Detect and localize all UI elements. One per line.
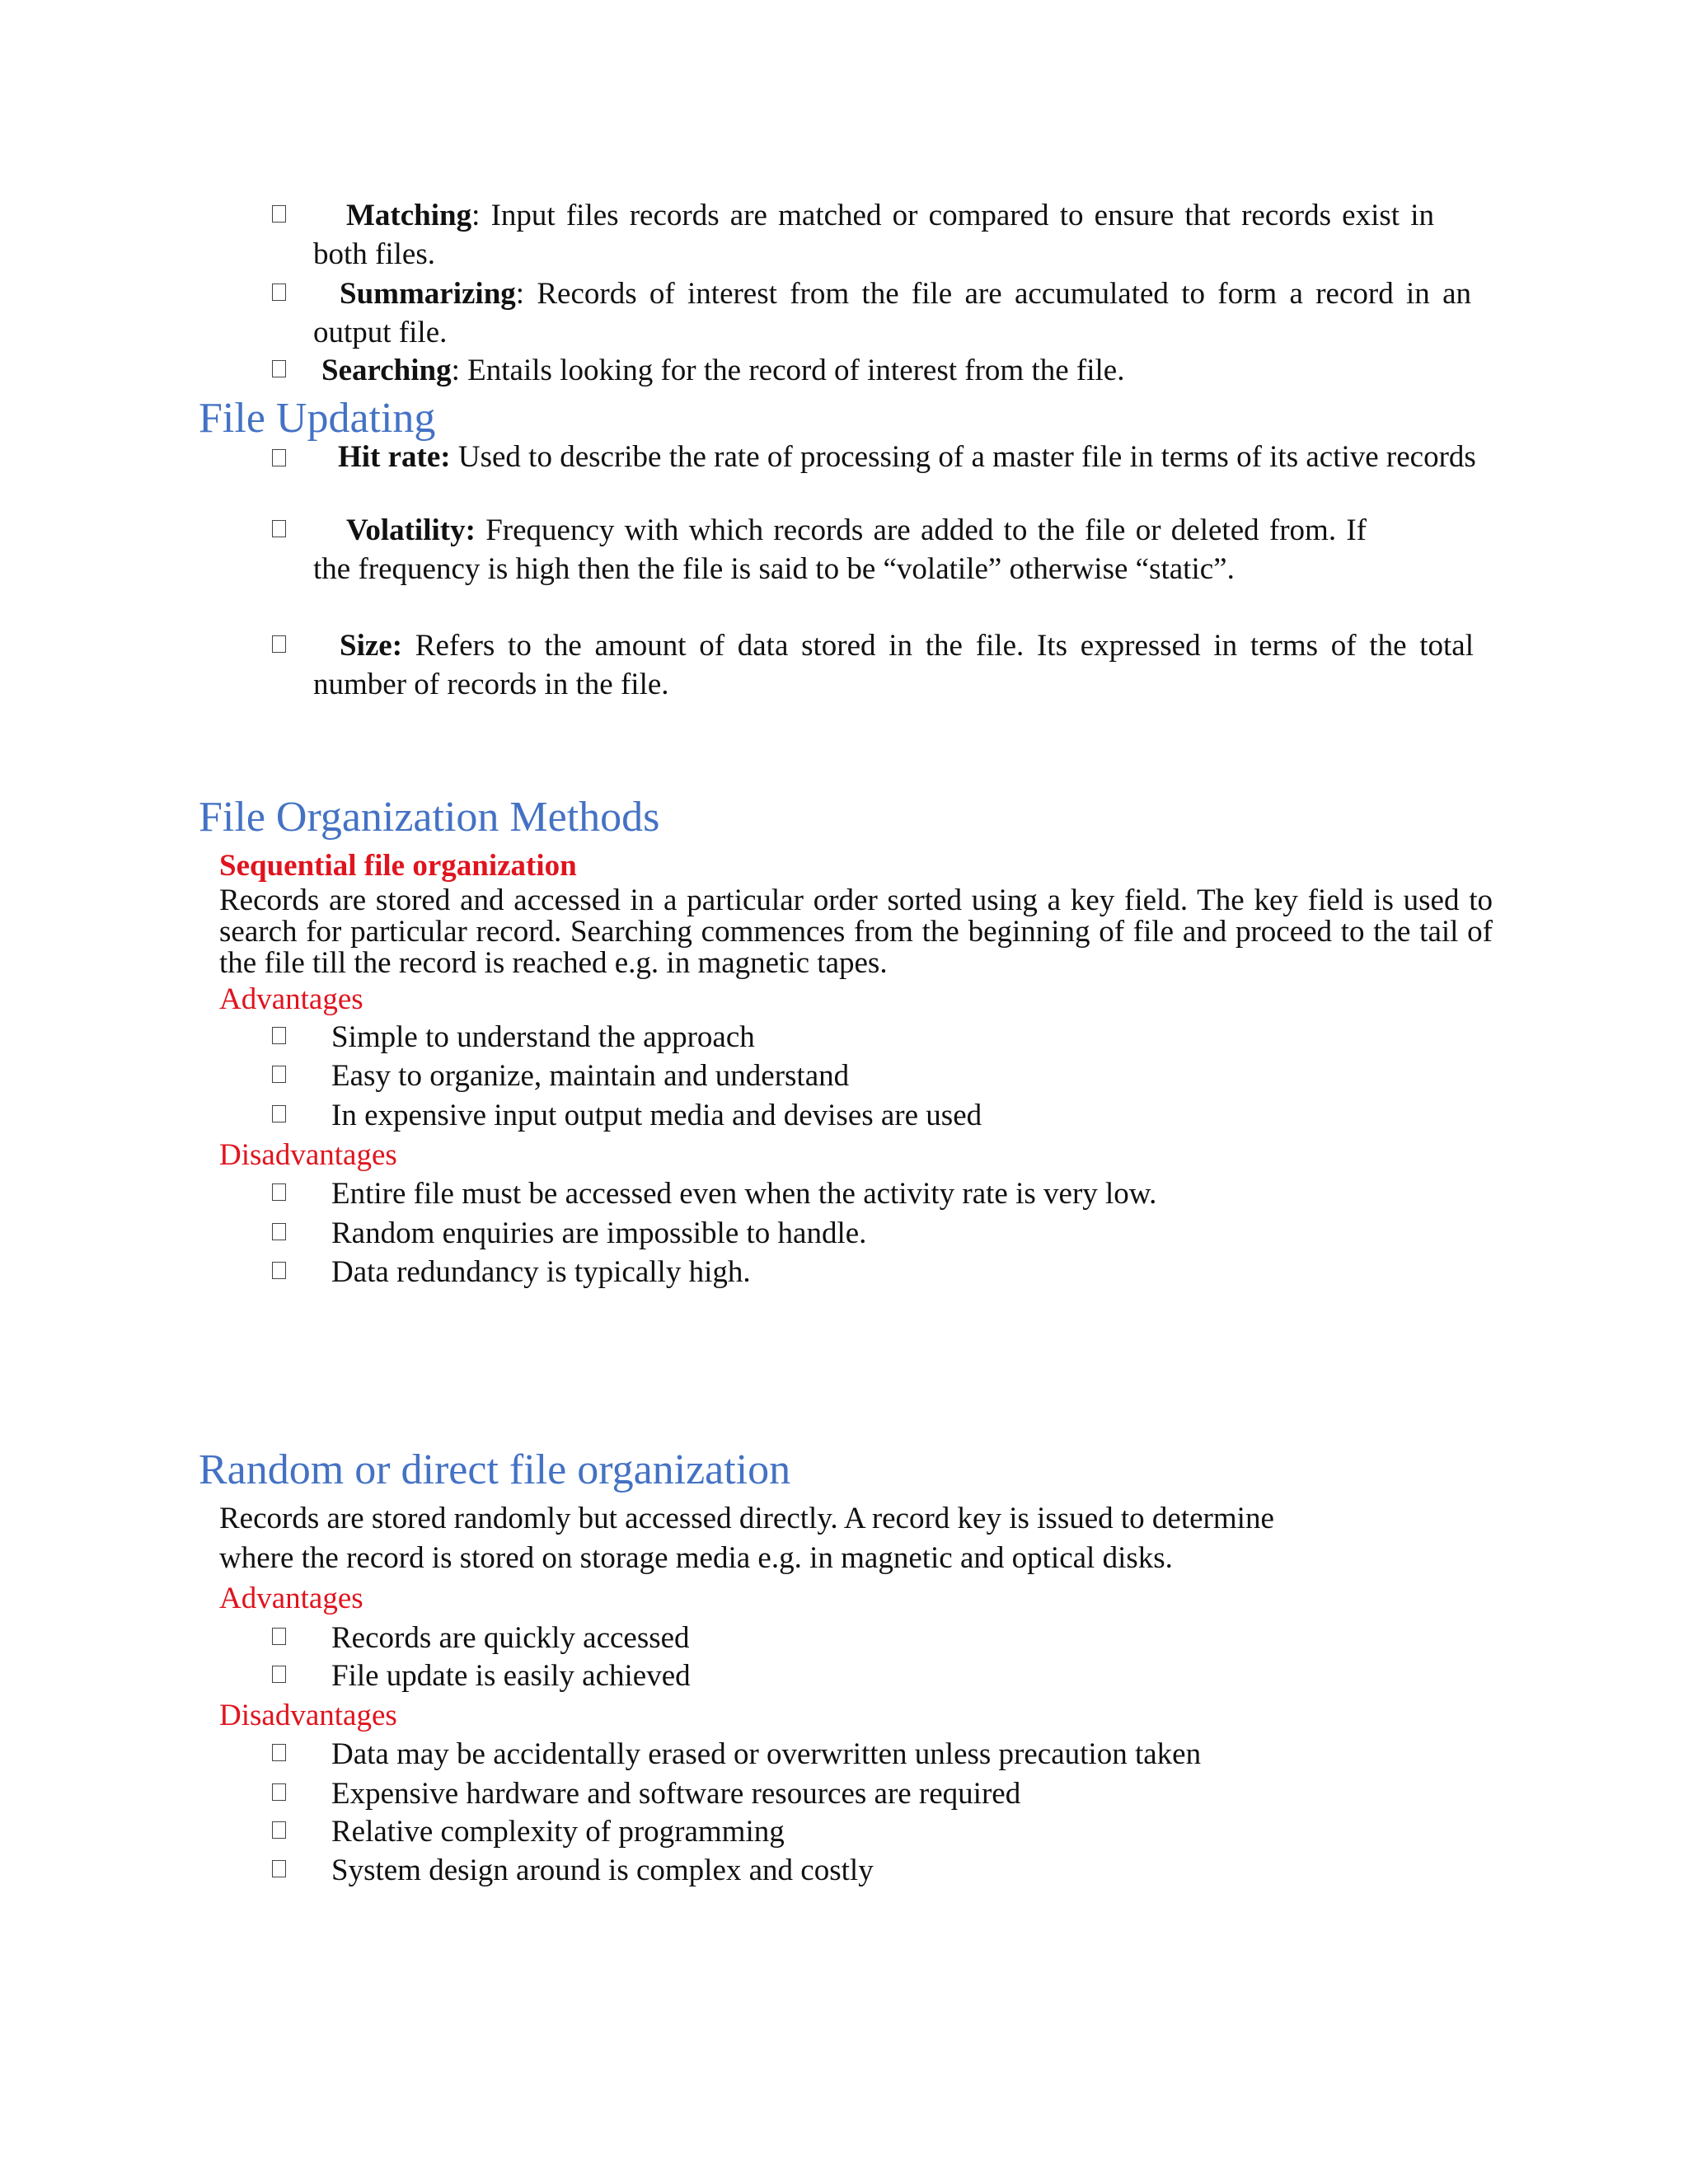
size-term: Size: [340,629,403,663]
sequential-title: Sequential file organization [219,849,577,883]
bullet-box-icon [272,1183,286,1201]
volatility-text: Frequency with which records are added to the file or deleted from. If the frequency is high then the file is said to be “volatile” otherwise “static”. [313,513,1367,586]
bullet-box-icon [272,205,286,223]
volatility-item [313,511,1367,588]
searching-text: Entails looking for the record of interest from the file. [459,354,1125,387]
summarizing-text: Records of interest from the file are accumulated to form a record in an output file. [313,277,1471,349]
random-disadvantages-label: Disadvantages [219,1699,397,1732]
matching-term: Matching [346,199,472,232]
bullet-box-icon [272,1860,286,1877]
bullet-box-icon [272,1027,286,1044]
summarizing-item: Summarizing: Records of interest from the file are accumulated to form a record in an output file. [313,277,1471,349]
bullet-box-icon [272,635,286,653]
sequential-disadvantage-item: Data redundancy is typically high. [331,1255,751,1289]
random-advantage-item: File update is easily achieved [331,1659,691,1693]
searching-term: Searching [321,354,452,387]
sequential-advantages-label: Advantages [219,982,363,1016]
matching-item: Matching: Input files records are matched or compared to ensure that records exist in both files. [313,199,1434,271]
bullet-box-icon [272,1821,286,1839]
size-text: Refers to the amount of data stored in the file. Its expressed in terms of the total number of records in the file. [313,629,1474,701]
sequential-disadvantage-item: Entire file must be accessed even when the activity rate is very low. [331,1177,1157,1211]
random-disadvantage-item: Data may be accidentally erased or overwritten unless precaution taken [331,1737,1202,1771]
random-organization-heading: Random or direct file organization [199,1446,791,1493]
volatility-term: Volatility: [346,513,476,547]
searching-item: Searching: Entails looking for the record of interest from the file. [321,354,1125,387]
summarizing-term: Summarizing [340,277,516,311]
random-disadvantage-item: Expensive hardware and software resources are required [331,1777,1021,1811]
random-disadvantage-item: Relative complexity of programming [331,1815,785,1849]
sequential-body: Records are stored and accessed in a particular order sorted using a key field. The key field is used to search for particular record. Searching commences from the beginning of file and proceed to the tail of the file till the record is reached e.g. in magnetic tapes. [219,883,1493,980]
random-advantage-item: Records are quickly accessed [331,1621,690,1655]
bullet-box-icon [272,284,286,301]
bullet-box-icon [272,520,286,537]
file-organization-heading: File Organization Methods [199,794,660,841]
bullet-box-icon [272,1783,286,1801]
random-advantages-label: Advantages [219,1582,363,1615]
bullet-box-icon [272,1744,286,1761]
size-item [313,626,1474,704]
bullet-box-icon [272,1628,286,1645]
sequential-advantage-item: Simple to understand the approach [331,1020,755,1054]
bullet-box-icon [272,360,286,377]
sequential-advantage-item: In expensive input output media and devises are used [331,1099,982,1132]
sequential-disadvantage-item: Random enquiries are impossible to handle. [331,1216,867,1250]
bullet-box-icon [272,1223,286,1240]
file-updating-heading: File Updating [199,395,436,442]
hit-rate-term: Hit rate: [338,440,451,474]
sequential-advantage-item: Easy to organize, maintain and understand [331,1059,850,1093]
bullet-box-icon [272,1666,286,1683]
sequential-disadvantages-label: Disadvantages [219,1138,397,1172]
bullet-box-icon [272,1066,286,1083]
bullet-box-icon [272,1105,286,1122]
hit-rate-item [268,440,1492,475]
matching-text: Input files records are matched or compared to ensure that records exist in both files. [313,199,1434,271]
random-body-line: Records are stored randomly but accessed directly. A record key is issued to determine [219,1502,1274,1535]
hit-rate-text: Used to describe the rate of processing of a master file in terms of its active records [450,440,1476,474]
random-disadvantage-item: System design around is complex and costly [331,1854,874,1887]
bullet-box-icon [272,1262,286,1279]
random-body-line: where the record is stored on storage media e.g. in magnetic and optical disks. [219,1541,1173,1575]
